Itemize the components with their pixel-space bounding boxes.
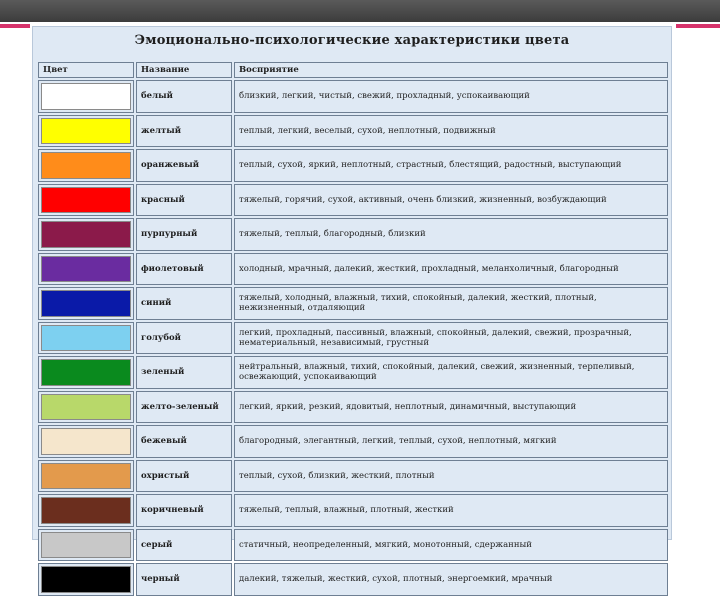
color-perception: тяжелый, холодный, влажный, тихий, спокойный, далекий, жесткий, плотный, нежизненный, отдаляющий xyxy=(234,287,668,320)
color-swatch xyxy=(41,221,131,248)
color-characteristics-panel xyxy=(32,26,672,585)
header-name: Название xyxy=(136,62,232,78)
color-cell xyxy=(38,563,134,596)
color-swatch xyxy=(41,428,131,455)
color-swatch xyxy=(41,290,131,317)
color-swatch xyxy=(41,463,131,490)
color-perception: легкий, яркий, резкий, ядовитый, неплотный, динамичный, выступающий xyxy=(234,391,668,424)
color-swatch xyxy=(41,118,131,145)
color-cell xyxy=(38,460,134,493)
color-name: синий xyxy=(136,287,232,320)
color-cell xyxy=(38,356,134,389)
color-name: серый xyxy=(136,529,232,562)
color-swatch xyxy=(41,325,131,352)
color-name: пурпурный xyxy=(136,218,232,251)
color-cell xyxy=(38,322,134,355)
color-swatch xyxy=(41,497,131,524)
accent-line-right xyxy=(676,24,720,28)
color-perception: далекий, тяжелый, жесткий, сухой, плотный, энергоемкий, мрачный xyxy=(234,563,668,596)
table-row xyxy=(38,356,668,389)
table-row xyxy=(38,460,668,493)
color-name: оранжевый xyxy=(136,149,232,182)
color-swatch xyxy=(41,187,131,214)
color-perception: благородный, элегантный, легкий, теплый, сухой, неплотный, мягкий xyxy=(234,425,668,458)
color-swatch xyxy=(41,532,131,559)
color-swatch xyxy=(41,566,131,593)
color-perception: статичный, неопределенный, мягкий, монотонный, сдержанный xyxy=(234,529,668,562)
color-name: бежевый xyxy=(136,425,232,458)
color-perception: холодный, мрачный, далекий, жесткий, прохладный, меланхоличный, благородный xyxy=(234,253,668,286)
color-perception: тяжелый, горячий, сухой, активный, очень близкий, жизненный, возбуждающий xyxy=(234,184,668,217)
color-name: белый xyxy=(136,80,232,113)
color-cell xyxy=(38,80,134,113)
color-cell xyxy=(38,253,134,286)
color-swatch xyxy=(41,256,131,283)
color-swatch xyxy=(41,83,131,110)
table-row xyxy=(38,563,668,596)
color-perception: легкий, прохладный, пассивный, влажный, спокойный, далекий, свежий, прозрачный, нематериальный, независимый, грустный xyxy=(234,322,668,355)
color-name: охристый xyxy=(136,460,232,493)
color-name: красный xyxy=(136,184,232,217)
color-cell xyxy=(38,184,134,217)
color-name: зеленый xyxy=(136,356,232,389)
color-name: фиолетовый xyxy=(136,253,232,286)
color-swatch xyxy=(41,394,131,421)
color-swatch xyxy=(41,359,131,386)
table-row xyxy=(38,80,668,113)
table-row xyxy=(38,425,668,458)
color-cell xyxy=(38,115,134,148)
color-perception: близкий, легкий, чистый, свежий, прохладный, успокаивающий xyxy=(234,80,668,113)
color-cell xyxy=(38,529,134,562)
table-row xyxy=(38,115,668,148)
color-perception: тяжелый, теплый, влажный, плотный, жесткий xyxy=(234,494,668,527)
color-swatch xyxy=(41,152,131,179)
color-table xyxy=(36,60,670,598)
table-row xyxy=(38,287,668,320)
color-name: желто-зеленый xyxy=(136,391,232,424)
color-perception: теплый, легкий, веселый, сухой, неплотный, подвижный xyxy=(234,115,668,148)
table-row xyxy=(38,149,668,182)
color-cell xyxy=(38,287,134,320)
header-color: Цвет xyxy=(38,62,134,78)
color-perception: теплый, сухой, близкий, жесткий, плотный xyxy=(234,460,668,493)
color-cell xyxy=(38,494,134,527)
color-perception: теплый, сухой, яркий, неплотный, страстный, блестящий, радостный, выступающий xyxy=(234,149,668,182)
header-row xyxy=(38,62,668,78)
color-name: черный xyxy=(136,563,232,596)
color-cell xyxy=(38,149,134,182)
color-name: коричневый xyxy=(136,494,232,527)
table-row xyxy=(38,253,668,286)
header-perception: Восприятие xyxy=(234,62,668,78)
color-cell xyxy=(38,391,134,424)
color-name: желтый xyxy=(136,115,232,148)
table-row xyxy=(38,322,668,355)
table-row xyxy=(38,184,668,217)
color-cell xyxy=(38,218,134,251)
color-cell xyxy=(38,425,134,458)
table-row xyxy=(38,494,668,527)
table-title: Эмоционально-психологические характеристики цвета xyxy=(134,33,570,48)
color-perception: нейтральный, влажный, тихий, спокойный, далекий, свежий, жизненный, терпеливый, освежающий, успокаивающий xyxy=(234,356,668,389)
color-perception: тяжелый, теплый, благородный, близкий xyxy=(234,218,668,251)
table-row xyxy=(38,391,668,424)
table-row xyxy=(38,529,668,562)
accent-line-left xyxy=(0,24,30,28)
color-name: голубой xyxy=(136,322,232,355)
table-row xyxy=(38,218,668,251)
top-bar xyxy=(0,0,720,22)
